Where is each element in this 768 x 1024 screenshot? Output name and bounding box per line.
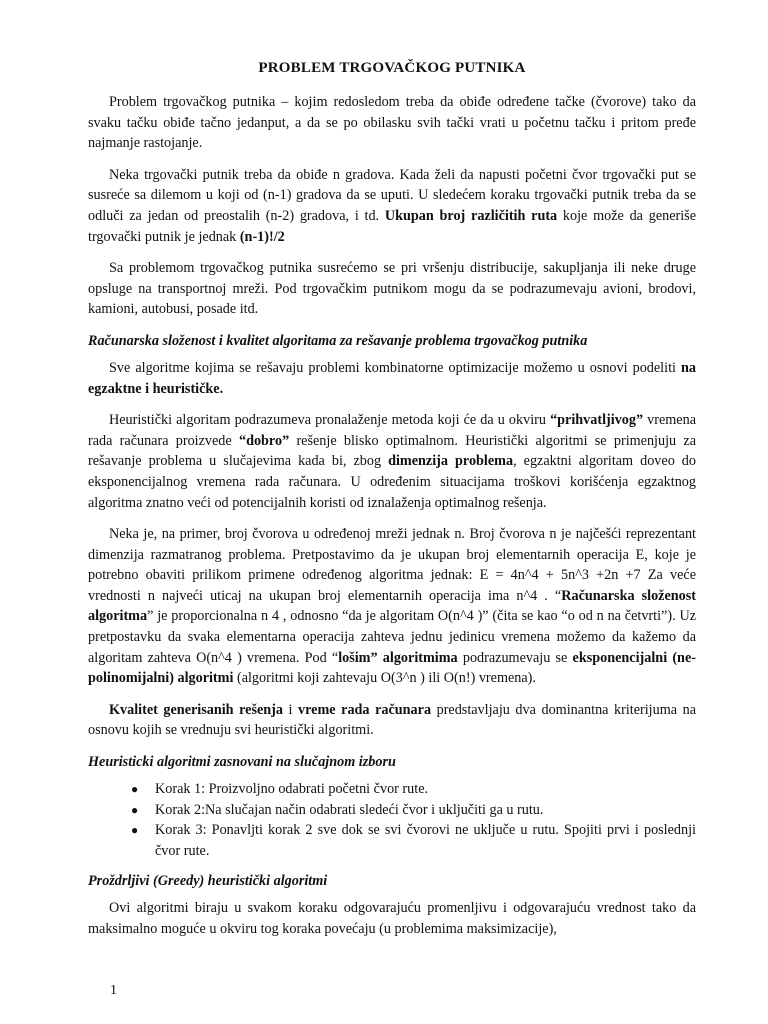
list-item <box>88 800 696 821</box>
paragraph-route-count <box>88 165 696 247</box>
bullet-icon: ● <box>131 782 139 797</box>
list-item <box>88 820 696 861</box>
bullet-icon: ● <box>131 823 139 838</box>
steps-list <box>88 779 696 861</box>
page-title: PROBLEM TRGOVAČKOG PUTNIKA <box>258 60 526 76</box>
paragraph-applications: Sa problemom trgovačkog putnika susrećemo se pri vršenju distribucije, sakupljanja ili neke druge opsluge na transportnoj mreži. Pod trgovačkim putnikom mogu da se podrazumevaju avioni, brodovi, kamioni, autobusi, posade itd. <box>88 260 696 318</box>
text-run: predstavljaju dva dominantna kriterijuma na osnovu kojih se vrednuju svi heuristički algoritmi. <box>88 701 696 739</box>
section-heading-greedy: Proždrljivi (Greedy) heuristički algoritmi <box>88 873 328 890</box>
bold-run: dimenzija problema <box>388 453 514 470</box>
text-run: ” je proporcionalna n 4 , odnosno “da je algoritam O(n^4 )” (čita se kao “o od n na četvrti”). Uz pretpostavku da svaka elementarna operacija zahteva jednu jedinicu vremena možemo da kažemo da algoritam zahteva O(n^4 ) vremena. Pod “ <box>88 608 696 666</box>
bold-run: “dobro” <box>238 432 290 449</box>
bold-run: Ukupan broj različitih ruta <box>384 207 558 224</box>
text-run: Neka trgovački putnik treba da obiđe n gradova. Kada želi da napusti početni čvor trgovački put se susreće sa dilemom u koji od (n-1) gradova da se uputi. U sledećem koraku trgovački putnik treba da se odluči za jedan od preostalih (n-2) gradova, i td. <box>88 166 696 224</box>
bullet-icon: ● <box>131 802 139 817</box>
paragraph-greedy: Ovi algoritmi biraju u svakom koraku odgovarajuću promenljivu i odgovarajuću vrednost tako da maksimalno moguće u okviru tog koraka povećaju (u problemima maksimizacije), <box>88 900 696 937</box>
list-item-text: Korak 2:Na slučajan način odabrati sledeći čvor i uključiti ga u rutu. <box>155 801 544 818</box>
list-item-text: Korak 1: Proizvoljno odabrati početni čvor rute. <box>155 781 429 798</box>
text-run: vremena rada računara proizvede <box>88 412 696 449</box>
intro-paragraph: Problem trgovačkog putnika – kojim redosledom treba da obiđe određene tačke (čvorove) tako da svaku tačku obiđe tačno jedanput, a da se po obilasku svih tački vrati u početnu tačku i pritom pređe najmanje rastojanje. <box>88 94 696 152</box>
page-content <box>88 58 696 951</box>
list-item <box>88 779 696 800</box>
bold-run: Kvalitet generisanih rešenja <box>109 701 283 718</box>
page-number: 1 <box>110 983 117 998</box>
paragraph-algorithm-classes <box>88 358 696 399</box>
paragraph-criteria <box>88 700 696 741</box>
bold-run: Računarska složenost algoritma <box>88 587 696 625</box>
bold-run: “prihvatljivog” <box>550 412 644 429</box>
bold-run: (n-1)!/2 <box>239 228 285 245</box>
text-run: podrazumevaju se <box>457 649 573 666</box>
text-run: i <box>282 701 299 718</box>
section-heading-random: Heuristicki algoritmi zasnovani na slučajnom izboru <box>88 754 396 771</box>
text-run: Neka je, na primer, broj čvorova u određenoj mreži jednak n. Broj čvorova n je najčešći reprezentant dimenzija razmatranog problema. Pretpostavimo da je ukupan broj elementarnih operacija E, koje je potrebno obaviti prilikom primene određenog algoritma jednak: E = 4n^4 + 5n^3 +2n +7 Za veće vrednosti n najveći uticaj na ukupan broj elementarnih operacija ima n^4 . “ <box>88 526 696 604</box>
text-run: (algoritmi koji zahtevaju O(3^n ) ili O(n!) vremena). <box>233 670 536 687</box>
text-run: Heuristički algoritam podrazumeva pronalaženje metoda koji će da u okviru <box>109 412 551 429</box>
bold-run: eksponencijalni (ne-polinomijalni) algoritmi <box>88 649 696 687</box>
paragraph-complexity-example <box>88 524 696 689</box>
bold-run: na egzaktne i heurističke. <box>88 359 696 397</box>
text-run: rešenje blisko optimalnom. Heuristički algoritmi se primenjuju za rešavanje problema u slučajevima kada bi, zbog <box>88 432 696 470</box>
bold-run: vreme rada računara <box>298 701 432 718</box>
list-item-text: Korak 3: Ponavljti korak 2 sve dok se svi čvorovi ne uključe u rutu. Spojiti prvi i poslednji čvor rute. <box>155 822 696 859</box>
bold-run: lošim” algoritmima <box>338 649 458 666</box>
paragraph-heuristic-definition <box>88 410 696 513</box>
section-heading-complexity: Računarska složenost i kvalitet algoritama za rešavanje problema trgovačkog putnika <box>88 332 588 349</box>
text-run: Sve algoritme kojima se rešavaju problemi kombinatorne optimizacije možemo u osnovi podeliti <box>109 359 682 376</box>
text-run: koje može da generiše trgovački putnik je jednak <box>88 207 696 245</box>
text-run: , egzaktni algoritam doveo do eksponencijalnog vremena rada računara. U određenim situacijama troškovi korišćenja egzaktnog algoritma znatno veći od potencijalnih koristi od iznalaženja optimalnog rešenja. <box>88 453 696 511</box>
